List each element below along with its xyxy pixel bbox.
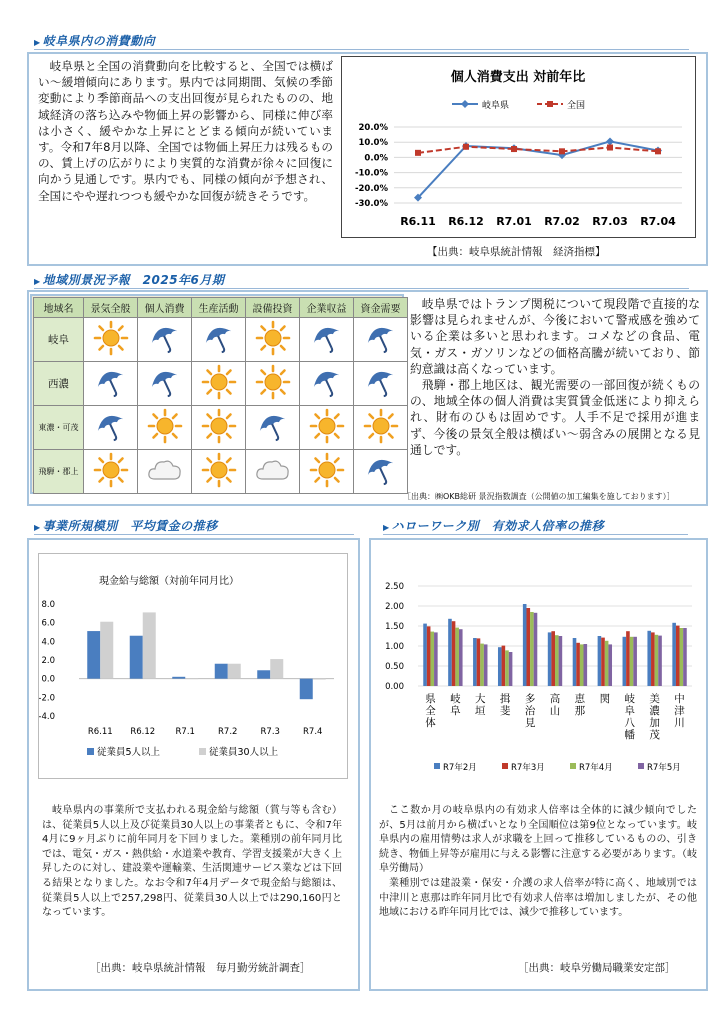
bar [551, 631, 555, 686]
table-header-5: 企業収益 [300, 298, 354, 318]
umbrella-icon [192, 318, 246, 362]
table-header-3: 生産活動 [192, 298, 246, 318]
legend-label: 従業員5人以上 [97, 747, 161, 758]
bar [130, 636, 143, 679]
sun-icon [246, 318, 300, 362]
y-tick-label: 4.0 [41, 637, 55, 648]
forecast-text: 岐阜県ではトランプ関税について現段階で直接的な影響は見られませんが、今後において警戒感を強めている企業は多いと思われます。コメなどの食品、電気・ガス・ガソリンなどの価格高騰が続いており、節約意識は高くなっています。 飛騨・郡上地区は、観光需要の一部回復が続くものの、地域全体の個人消費は実質賃金低迷により抑えられ、財布のひもは固めです。人手不足で採用が進まず、今後の景気全般は横ばい～弱含みの展開となる見通しです。 [410, 297, 700, 457]
bar [270, 659, 283, 679]
umbrella-icon [84, 362, 138, 406]
sun-icon [138, 406, 192, 450]
wages-bar-chart [39, 554, 347, 778]
bar [509, 652, 513, 686]
legend-label: 従業員30人以上 [209, 747, 279, 758]
y-tick-label: -30.0% [354, 199, 388, 209]
sun-icon [192, 406, 246, 450]
umbrella-icon [84, 406, 138, 450]
title-underline [34, 49, 689, 50]
bar [448, 619, 452, 686]
sun-icon [300, 450, 354, 494]
y-tick-label: 6.0 [41, 618, 55, 629]
bar [651, 632, 655, 686]
wages-source: ［出典：岐阜県統計情報 毎月勤労統計調査］ [90, 962, 311, 974]
x-tick-label: 岐阜 [450, 693, 461, 717]
x-tick-label: R6.12 [130, 727, 156, 737]
y-tick-label: 0.0% [364, 153, 388, 164]
bar [505, 650, 509, 686]
bar [647, 631, 651, 686]
bar [601, 638, 605, 686]
bar [605, 641, 609, 686]
wages-chart-frame [38, 553, 348, 779]
bar [573, 638, 577, 686]
bar [300, 679, 313, 700]
legend-label: R7年4月 [579, 763, 613, 773]
table-header-4: 設備投資 [246, 298, 300, 318]
section-title-jobs: ▶ ハローワーク別 有効求人倍率の推移 [383, 519, 605, 533]
x-tick-label: 県全体 [425, 693, 436, 729]
legend-label: R7年3月 [511, 763, 545, 773]
y-tick-label: 1.50 [385, 622, 404, 632]
bar [526, 608, 530, 686]
bar [480, 644, 484, 686]
bar [626, 631, 630, 686]
table-row [34, 450, 408, 494]
sun-icon [246, 362, 300, 406]
bar [430, 632, 434, 686]
legend-marker [199, 748, 206, 755]
x-tick-label: 多治見 [524, 693, 536, 729]
legend-label: R7年2月 [443, 763, 477, 773]
x-tick-label: 美濃加茂 [649, 693, 660, 741]
bar [185, 679, 198, 680]
bar [434, 632, 438, 686]
bar [473, 638, 477, 686]
triangle-marker-icon: ▶ [383, 523, 390, 532]
bar [676, 626, 680, 686]
x-tick-label: R6.11 [87, 727, 113, 737]
bar [672, 623, 676, 686]
bar [523, 604, 527, 686]
x-tick-label: R7.04 [640, 215, 676, 228]
x-tick-label: 高山 [549, 693, 561, 717]
y-tick-label: 20.0% [358, 123, 388, 133]
umbrella-icon [138, 362, 192, 406]
triangle-marker-icon: ▶ [34, 277, 41, 286]
title-underline [383, 534, 688, 535]
jobs-text: ここ数か月の岐阜県内の有効求人倍率は全体的に減少傾向でしたが、5月は前月から横ばいとなり全国順位は第9位となっています。岐阜県内の雇用情勢は求人が求職を上回って推移しているものの、引き続き、物価上昇等が雇用に与える影響に注意する必要があります。（岐阜労働局） 業種別では建設業・保安・介護の求人倍率が特に高く、地域別では中津川と恵那は昨年同月比で有効求人倍率は増加しましたが、その他地域における昨年同月比では、減少で推移しています。 [379, 805, 697, 919]
bar [680, 628, 684, 686]
data-point [607, 145, 613, 151]
y-tick-label: 2.0 [41, 656, 55, 666]
consumption-line-chart [342, 57, 694, 237]
consumption-text: 岐阜県と全国の消費動向を比較すると、全国では横ばい～緩増傾向にあります。県内では同期間、気候の季節変動により季節商品への支出回復が見られたものの、地域経済の落ち込みや物価上昇の影響から、同様に伸び率は小さく、緩やかな上昇にとどまる傾向が続いています。令和7年8月以降、全国では物価上昇圧力は残るものの、賃上げの広がりにより実質的な消費が徐々に回復に向かう見通しです。県内でも、同様の傾向が予想され、全国にやや遅れつつも緩やかな回復が続きそうです。 [38, 59, 333, 203]
bar [143, 612, 156, 678]
x-tick-label: R7.02 [544, 215, 580, 228]
wages-text: 岐阜県内の事業所で支払われる現金給与総額（賞与等も含む）は、従業員5人以上及び従業員30人以上の事業者ともに、令和7年4月に9ヶ月ぶりに前年同月を下回りました。業種別の前年同月比では、電気・ガス・熱供給・水道業や教育、学習支援業が大きく上昇したのに対し、建設業や運輸業、生活関連サービス業などは下回る結果となりました。なお令和7年4月データで現金給与総額は、従業員5人以上で257,298円、従業員30人以上では290,160円となっています。 [42, 805, 342, 919]
table-header-2: 個人消費 [138, 298, 192, 318]
bar [484, 644, 488, 686]
bar [576, 643, 580, 686]
bar [555, 635, 559, 686]
data-point [655, 148, 661, 154]
table-row [34, 318, 408, 362]
data-point [606, 137, 614, 145]
data-point [559, 148, 565, 154]
sun-icon [192, 450, 246, 494]
cloud-icon [246, 450, 300, 494]
y-tick-label: 0.0 [41, 674, 55, 685]
bar [658, 636, 662, 686]
x-tick-label: R7.1 [175, 727, 195, 737]
forecast-source: ［出典：㈱OKB総研 景況指数調査（公開値の加工編集を施しております）］ [403, 492, 675, 501]
bar [459, 629, 463, 686]
bar [580, 644, 584, 686]
bar [584, 644, 588, 686]
y-tick-label: 10.0% [358, 138, 388, 149]
x-tick-label: 大垣 [475, 693, 486, 717]
umbrella-icon [354, 450, 408, 494]
section-title-forecast: ▶ 地域別景況予報 2025年6月期 [34, 273, 225, 287]
sun-icon [354, 406, 408, 450]
data-point [463, 144, 469, 150]
legend-label: 全国 [567, 101, 586, 111]
x-tick-label: R7.4 [303, 727, 323, 737]
legend-marker [547, 101, 553, 107]
umbrella-icon [354, 318, 408, 362]
section-title-wages: ▶ 事業所規模別 平均賃金の推移 [34, 519, 218, 533]
region-cell: 東濃・可茂 [34, 406, 84, 450]
y-tick-label: 0.00 [385, 682, 404, 692]
bar [87, 631, 100, 679]
y-tick-label: -4.0 [39, 712, 55, 722]
table-header-0: 地域名 [34, 298, 84, 318]
umbrella-icon [354, 362, 408, 406]
bar [172, 677, 185, 679]
table-header-6: 資金需要 [354, 298, 408, 318]
x-tick-label: R6.11 [400, 215, 436, 228]
y-tick-label: 0.50 [385, 662, 404, 672]
jobs-source: ［出典：岐阜労働局職業安定部］ [518, 962, 676, 974]
chart-title: 個人消費支出 対前年比 [450, 70, 586, 85]
bar [559, 636, 563, 686]
table-row [34, 362, 408, 406]
bar [313, 679, 326, 680]
y-tick-label: 2.50 [385, 582, 404, 592]
umbrella-icon [246, 406, 300, 450]
data-point [415, 150, 421, 156]
bar [630, 637, 634, 686]
x-tick-label: R7.01 [496, 215, 532, 228]
jobs-bar-chart [380, 572, 700, 784]
sun-icon [84, 450, 138, 494]
umbrella-icon [300, 362, 354, 406]
table-header-1: 景気全般 [84, 298, 138, 318]
umbrella-icon [300, 318, 354, 362]
y-tick-label: 1.00 [385, 642, 404, 652]
region-cell: 飛騨・郡上 [34, 450, 84, 494]
sun-icon [300, 406, 354, 450]
sun-icon [84, 318, 138, 362]
table-row [34, 406, 408, 450]
bar [623, 637, 627, 686]
bar [608, 644, 612, 686]
bar [534, 613, 538, 686]
legend-label: 岐阜県 [482, 101, 510, 111]
y-tick-label: 8.0 [41, 600, 55, 610]
bar [452, 621, 456, 686]
title-underline [34, 288, 689, 289]
x-tick-label: R7.3 [260, 727, 280, 737]
x-tick-label: 岐阜八幡 [624, 693, 635, 741]
bar [530, 612, 534, 686]
bar [455, 628, 459, 686]
bar [655, 635, 659, 686]
consumption-chart-frame [341, 56, 696, 238]
legend-marker [87, 748, 94, 755]
chart-title: 現金給与総額（対前年同月比） [99, 576, 239, 587]
legend-label: R7年5月 [647, 763, 681, 773]
x-tick-label: 恵那 [574, 693, 586, 717]
bar [257, 670, 270, 678]
triangle-marker-icon: ▶ [34, 523, 41, 532]
legend-marker [570, 763, 576, 769]
y-tick-label: 2.00 [385, 602, 404, 612]
legend-marker [638, 763, 644, 769]
x-tick-label: R7.2 [218, 727, 238, 737]
region-cell: 西濃 [34, 362, 84, 406]
bar [598, 636, 602, 686]
bar [633, 637, 637, 686]
x-tick-label: R6.12 [448, 215, 484, 228]
cloud-icon [138, 450, 192, 494]
forecast-table [33, 297, 408, 494]
y-tick-label: -2.0 [39, 693, 55, 704]
bar [548, 632, 552, 686]
sun-icon [192, 362, 246, 406]
legend-marker [502, 763, 508, 769]
x-tick-label: 関 [599, 693, 611, 705]
region-cell: 岐阜 [34, 318, 84, 362]
bar [100, 622, 113, 679]
x-tick-label: R7.03 [592, 215, 628, 228]
bar [423, 624, 427, 686]
bar [427, 626, 431, 686]
x-tick-label: 揖斐 [499, 693, 511, 717]
legend-marker [461, 100, 469, 108]
bar [228, 664, 241, 679]
umbrella-icon [138, 318, 192, 362]
x-tick-label: 中津川 [674, 693, 685, 729]
bar [502, 646, 506, 686]
bar [683, 628, 687, 686]
y-tick-label: -20.0% [354, 183, 388, 194]
title-underline [34, 534, 354, 535]
legend-marker [434, 763, 440, 769]
section-title-consumption: ▶ 岐阜県内の消費動向 [34, 34, 156, 48]
y-tick-label: -10.0% [354, 168, 388, 179]
triangle-marker-icon: ▶ [34, 38, 41, 47]
bar [498, 647, 502, 686]
bar [215, 664, 228, 679]
consumption-source: 【出典：岐阜県統計情報 経済指標】 [427, 246, 606, 258]
data-point [511, 146, 517, 152]
bar [477, 638, 481, 686]
